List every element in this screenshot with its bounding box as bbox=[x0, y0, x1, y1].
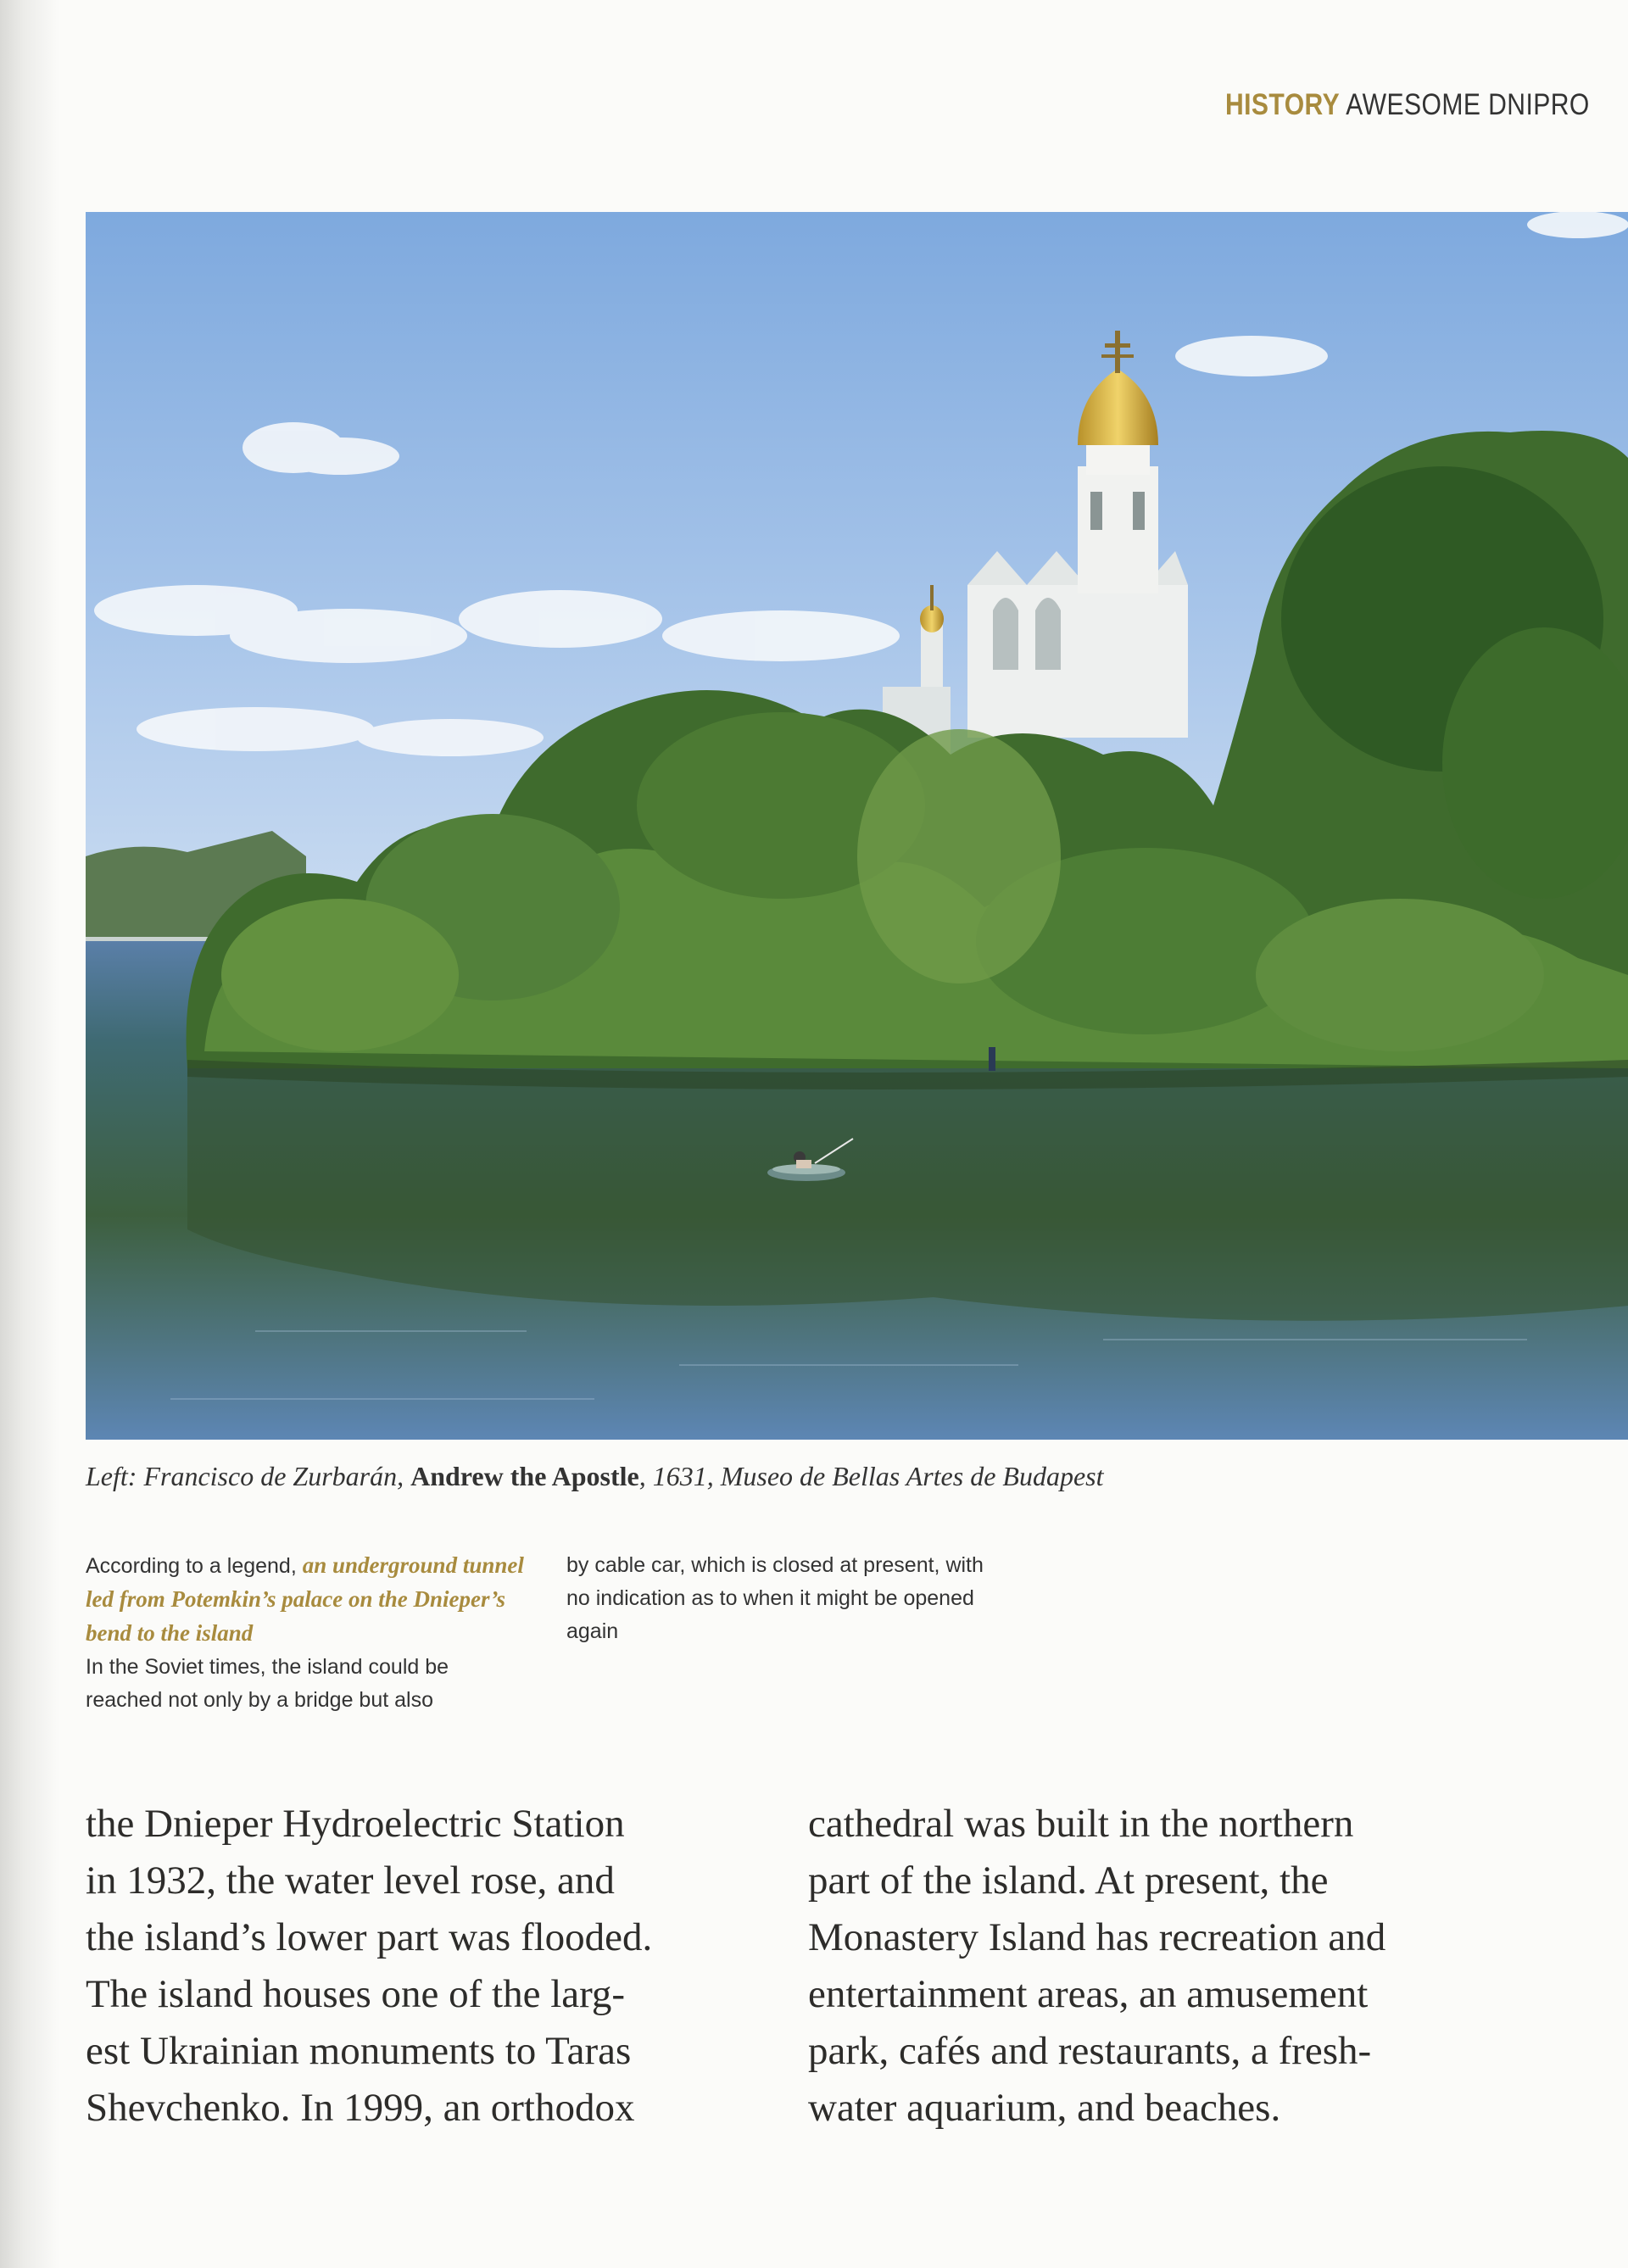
body-line: water aquarium, and beaches. bbox=[808, 2086, 1281, 2130]
running-head-section: HISTORY bbox=[1225, 88, 1341, 121]
sidenote-continued: In the Soviet times, the island could be reached not only by a bridge but also bbox=[86, 1655, 449, 1712]
church-island-photo bbox=[86, 212, 1628, 1440]
body-line: the island’s lower part was flooded. bbox=[86, 1915, 653, 1959]
body-line: The island houses one of the larg- bbox=[86, 1972, 626, 2016]
sidenote-intro: According to a legend, bbox=[86, 1554, 303, 1578]
body-line: cathedral was built in the northern bbox=[808, 1802, 1354, 1846]
sidenote-column-2 bbox=[566, 1549, 1007, 1648]
running-head bbox=[1225, 88, 1590, 122]
body-column-right bbox=[808, 1796, 1529, 2137]
caption-suffix: , 1631, Museo de Bellas Artes de Budapest bbox=[638, 1461, 1104, 1491]
caption-prefix: Left: Francisco de Zurbarán, bbox=[86, 1461, 411, 1491]
body-column-left bbox=[86, 1796, 806, 2137]
sidenote-highlight: an underground tunnel led from Potemkin’s palace on the Dnieper’s bend to the island bbox=[86, 1552, 524, 1646]
sidenote-column-1 bbox=[86, 1549, 527, 1717]
photo-caption bbox=[86, 1461, 1104, 1492]
body-line: entertainment areas, an amusement bbox=[808, 1972, 1369, 2016]
body-line: Shevchenko. In 1999, an orthodox bbox=[86, 2086, 635, 2130]
page-gutter-shadow bbox=[0, 0, 59, 2268]
body-line: est Ukrainian monuments to Taras bbox=[86, 2029, 632, 2073]
body-line: the Dnieper Hydroelectric Station bbox=[86, 1802, 625, 1846]
body-line: part of the island. At present, the bbox=[808, 1858, 1329, 1903]
caption-work-title: Andrew the Apostle bbox=[410, 1461, 639, 1491]
sidenote-col2-text: by cable car, which is closed at present, with no indication as to when it might be opened again bbox=[566, 1553, 984, 1643]
running-head-title: AWESOME DNIPRO bbox=[1346, 88, 1590, 121]
body-line: park, cafés and restaurants, a fresh- bbox=[808, 2029, 1372, 2073]
body-line: in 1932, the water level rose, and bbox=[86, 1858, 615, 1903]
body-line: Monastery Island has recreation and bbox=[808, 1915, 1386, 1959]
